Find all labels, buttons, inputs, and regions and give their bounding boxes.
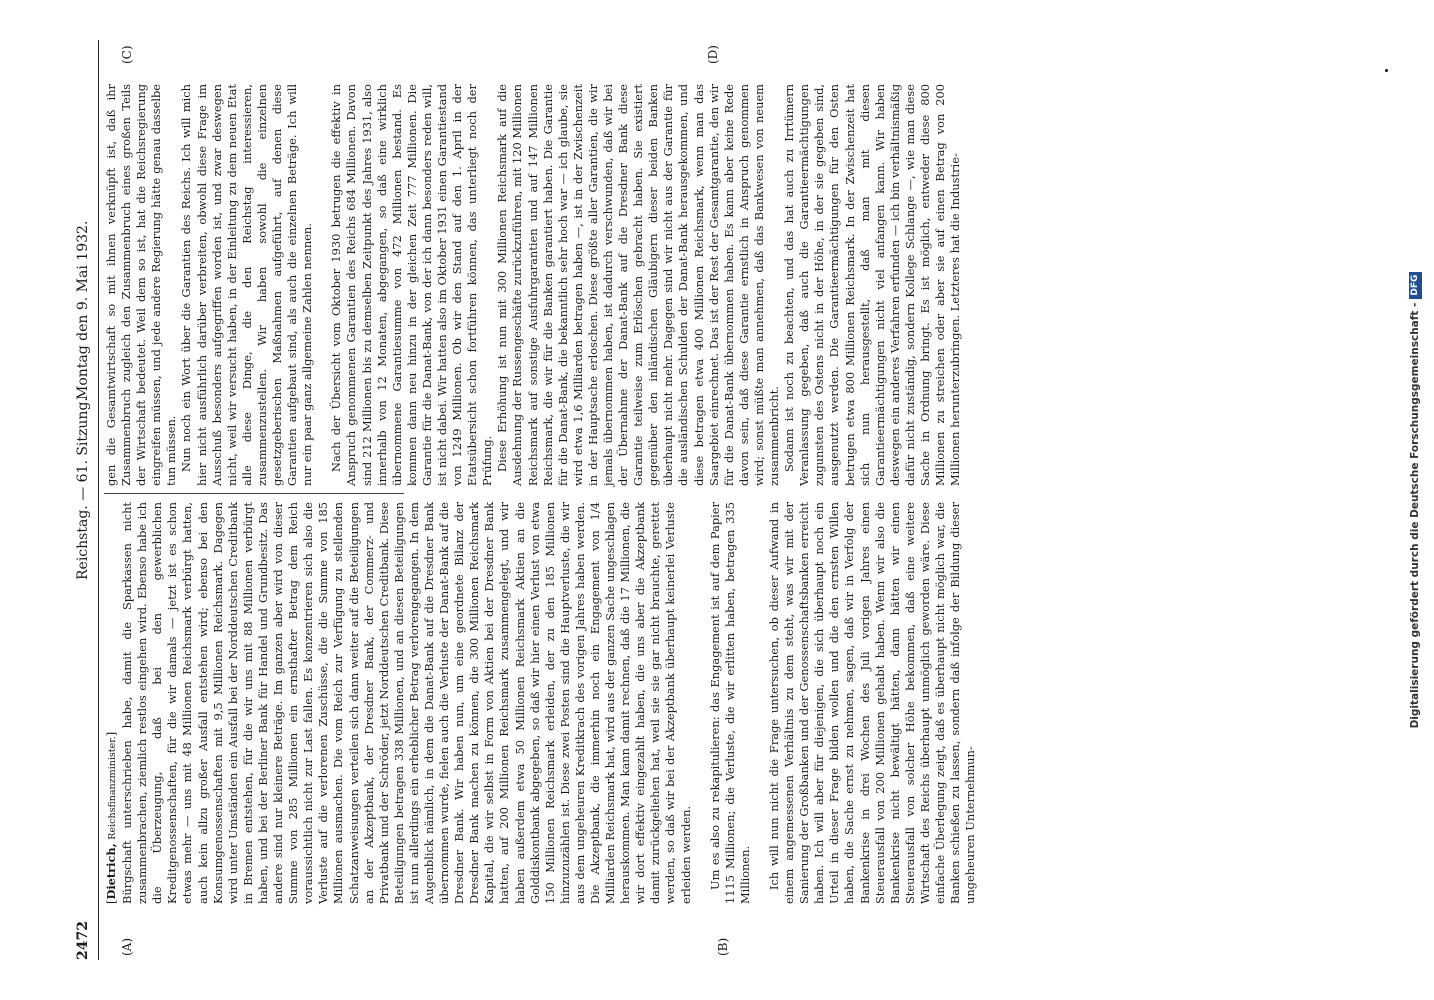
speaker-line: [Dietrich, Reichsfinanzminister.] bbox=[104, 731, 118, 904]
paragraph: Um es also zu rekapitulieren: das Engagement ist auf dem Papier 1115 Millionen; die Verluste, die wir erlitten haben, betragen 335 Millionen. bbox=[707, 502, 752, 904]
speaker-name: Dietrich, bbox=[104, 843, 118, 900]
paragraph: Sodann ist noch zu beachten, und das hat auch zu Irrtümern Veranlassung gegeben, daß auch die Garantieermächtigungen zugunsten des Ostens nicht in der Höhe, in der sie gegeben sind, ausgenutzt werden. Die Garantieermächtigungen für den Osten betrugen etwa 800 Millionen Reichsmark. In der Zwischenzeit hat sich nun herausgestellt, daß man mit diesen Garantieermächtigungen nicht viel anfangen kann. Wir haben deswegen ein anderes Verfahren erfunden — ich bin verhältnismäßig dafür nicht zuständig, sondern Kollege Schlange —, wie man diese Sache in Ordnung bringt. Es ist möglich, entweder diese 800 Millionen zu streichen oder aber sie auf einen Betrag von 200 Millionen herunterzubringen. Letzteres hat die Industrie- bbox=[782, 84, 963, 486]
credit-text: Digitalisierung gefördert durch die Deutsche Forschungsgemeinschaft - bbox=[1409, 302, 1421, 729]
paragraph: Diese Erhöhung ist nun mit 300 Millionen Reichsmark auf die Ausdehnung der Russengeschäfte zurückzuführen, mit 120 Millionen Reichsmark auf sonstige Ausfuhrgarantien und auf 147 Millionen Reichsmark, die wir für die Banken garantiert haben. Die Garantie für die Danat-Bank, die bekanntlich sehr hoch war — ich glaube, sie wird etwa 1,6 Milliarden betragen haben —, ist in der Zwischenzeit in der Hauptsache erloschen. Diese größte aller Garantien, die wir jemals übernommen haben, ist dadurch verschwunden, daß wir bei der Übernahme der Danat-Bank auf die Dresdner Bank diese Garantie teilweise zum Erlöschen gebracht haben. Sie existiert gegenüber den inländischen Gläubigern dieser beiden Banken überhaupt nicht mehr. Dagegen sind wir nicht aus der Garantie für die ausländischen Schulden der Danat-Bank herausgekommen, und diese betragen etwa 400 Millionen Reichsmark, wenn man das Saargebiet einrechnet. Das ist der Rest der Gesamtgarantie, den wir für die Danat-Bank übernommen haben. Es kann aber keine Rede davon sein, daß diese Garantie ernstlich in Anspruch genommen wird; sonst müßte man annehmen, daß das Bankwesen von neuem zusammenbricht. bbox=[495, 84, 782, 486]
paragraph: gen die Gesamtwirtschaft so mit ihnen verknüpft ist, daß ihr Zusammenbruch zugleich den Zusammenbruch eines großen Teils der Wirtschaft bedeutet. Weil dem so ist, hat die Reichsregierung eingreifen müssen, und jede andere Regierung hätte genau dasselbe tun müssen. bbox=[104, 84, 179, 486]
left-column bbox=[104, 502, 978, 904]
dfg-logo: DFG bbox=[1409, 272, 1422, 299]
column-divider bbox=[104, 493, 404, 494]
paragraph: Nun noch ein Wort über die Garantien des Reichs. Ich will mich hier nicht ausführlich darüber verbreiten, obwohl diese Frage im Ausschuß besonders aufgegriffen worden ist, und zwar deswegen nicht, weil wir versucht haben, in der Einleitung zu dem neuen Etat alle diese Dinge, die den Reichstag interessieren, zusammenzustellen. Wir haben sowohl die einzelnen gesetzgeberischen Maßnahmen aufgeführt, auf denen diese Garantien aufgebaut sind, als auch die einzelnen Beträge. Ich will nur ein paar ganz allgemeine Zahlen nennen. bbox=[179, 84, 315, 486]
scan-speck bbox=[1385, 69, 1388, 72]
margin-mark-c: (C) bbox=[120, 45, 134, 64]
margin-mark-a: (A) bbox=[120, 937, 134, 956]
session-title: Reichstag. — 61. Sitzung. bbox=[75, 397, 91, 580]
digitization-credit bbox=[1403, 0, 1433, 1000]
paragraph: Ich will nun nicht die Frage untersuchen, ob dieser Aufwand in einem angemessenen Verhältnis zu dem steht, was wir mit der Sanierung der Großbanken und der Genossenschaftsbanken erreicht haben. Ich will aber für diejenigen, die sich überhaupt noch ein Urteil in dieser Frage bilden wollen und die den ernsten Willen haben, die Sache ernst zu nehmen, sagen, daß wir in Verfolg der Bankenkrise in drei Wochen des Juli vorigen Jahres einen Steuerausfall von 200 Millionen gehabt haben. Wenn wir also die Bankenkrise nicht bewältigt hätten, dann hätten wir einen Steuerausfall von solcher Höhe bekommen, daß eine weitere Wirtschaft des Reichs überhaupt unmöglich geworden wäre. Diese einfache Überlegung zeigt, daß es überhaupt nicht möglich war, die Banken schießen zu lassen, sondern daß infolge der Bildung dieser ungeheuren Unternehmun- bbox=[766, 502, 978, 904]
margin-mark-d: (D) bbox=[706, 45, 720, 64]
paragraph: Nach der Übersicht vom Oktober 1930 betrugen die effektiv in Anspruch genommenen Garantien des Reichs 684 Millionen. Davon sind 212 Millionen bis zu demselben Zeitpunkt des Jahres 1931, also innerhalb von 12 Monaten, abgegangen, so daß eine wirklich übernommene Garantiesumme von 472 Millionen bestand. Es kommen dann neu hinzu in der gleichen Zeit 777 Millionen. Die Garantie für die Danat-Bank, von der ich dann besonders reden will, ist nicht dabei. Wir hatten also im Oktober 1931 einen Garantiestand von 1249 Millionen. Ob wir den Stand auf den 1. April in der Etatsübersicht schon fortführen können, das unterliegt noch der Prüfung. bbox=[329, 84, 495, 486]
right-column bbox=[104, 84, 963, 486]
page-number: 2472 bbox=[75, 921, 91, 960]
speaker-role: Reichsfinanzminister. bbox=[107, 736, 118, 840]
session-date: Montag den 9. Mai 1932. bbox=[75, 220, 91, 400]
header-rule bbox=[98, 40, 99, 960]
page-header bbox=[72, 40, 94, 960]
paragraph: Bürgschaft unterschrieben habe, damit die Sparkassen nicht zusammenbrachen, ziemlich restlos eingehen wird. Ebenso habe ich die Überzeugung, daß bei den gewerblichen Kreditgenossenschaften, für die wir damals — jetzt ist es schon etwas mehr — uns mit 48 Millionen Reichsmark verbürgt hatten, auch kein allzu großer Ausfall entstehen wird; ebenso bei den Konsumgenossenschaften mit 9,5 Millionen Reichsmark. Dagegen wird unter Umständen ein Ausfall bei der Norddeutschen Creditbank in Bremen entstehen, für die wir uns mit 88 Millionen verbürgt haben, und bei der Berliner Bank für Handel und Grundbesitz. Das andere sind nur kleinere Beträge. Im ganzen aber wird von dieser Summe von 285 Millionen ein ernsthafter Betrag dem Reich voraussichtlich nicht zur Last fallen. Es konzentrieren sich also die Verluste auf die verlorenen Zuschüsse, die die Summe von 185 Millionen ausmachen. Die vom Reich zur Verfügung zu stellenden Schatzanweisungen verteilen sich dann weiter auf die Beteiligungen an der Akzeptbank, der Dresdner Bank, der Commerz- und Privatbank und der Schröder, jetzt Norddeutschen Creditbank. Diese Beteiligungen betragen 338 Millionen, und an diesen Beteiligungen ist nun allerdings ein erheblicher Betrag verlorengegangen. In dem Augenblick nämlich, in dem die Danat-Bank auf die Dresdner Bank übernommen wurde, fielen auch die Verluste der Danat-Bank auf die Dresdner Bank. Wir haben nun, um eine geordnete Bilanz der Dresdner Bank machen zu können, die 300 Millionen Reichsmark Kapital, die wir selbst in Form von Aktien bei der Dresdner Bank hatten, auf 200 Millionen Reichsmark zusammengelegt, und wir haben außerdem etwa 50 Millionen Reichsmark Aktien an die Golddiskontbank abgegeben, so daß wir hier einen Verlust von etwa 150 Millionen Reichsmark erleiden, der zu den 185 Millionen hinzuzuzählen ist. Diese zwei Posten sind die Hauptverluste, die wir aus dem ungeheuren Kreditkrach des vorigen Jahres haben werden. Die Akzeptbank, die immerhin noch ein Engagement von 1/4 Milliarden Reichsmark hat, wird aus der ganzen Sache ungeschlagen herauskommen. Man kann damit rechnen, daß die 17 Millionen, die wir dort effektiv eingezahlt haben, die uns aber die Akzeptbank damit zurückgeliehen hat, weil sie sie gar nicht brauchte, gerettet werden, so daß wir bei der Akzeptbank überhaupt keinerlei Verluste erleiden werden. bbox=[120, 502, 693, 904]
margin-mark-b: (B) bbox=[716, 937, 730, 956]
